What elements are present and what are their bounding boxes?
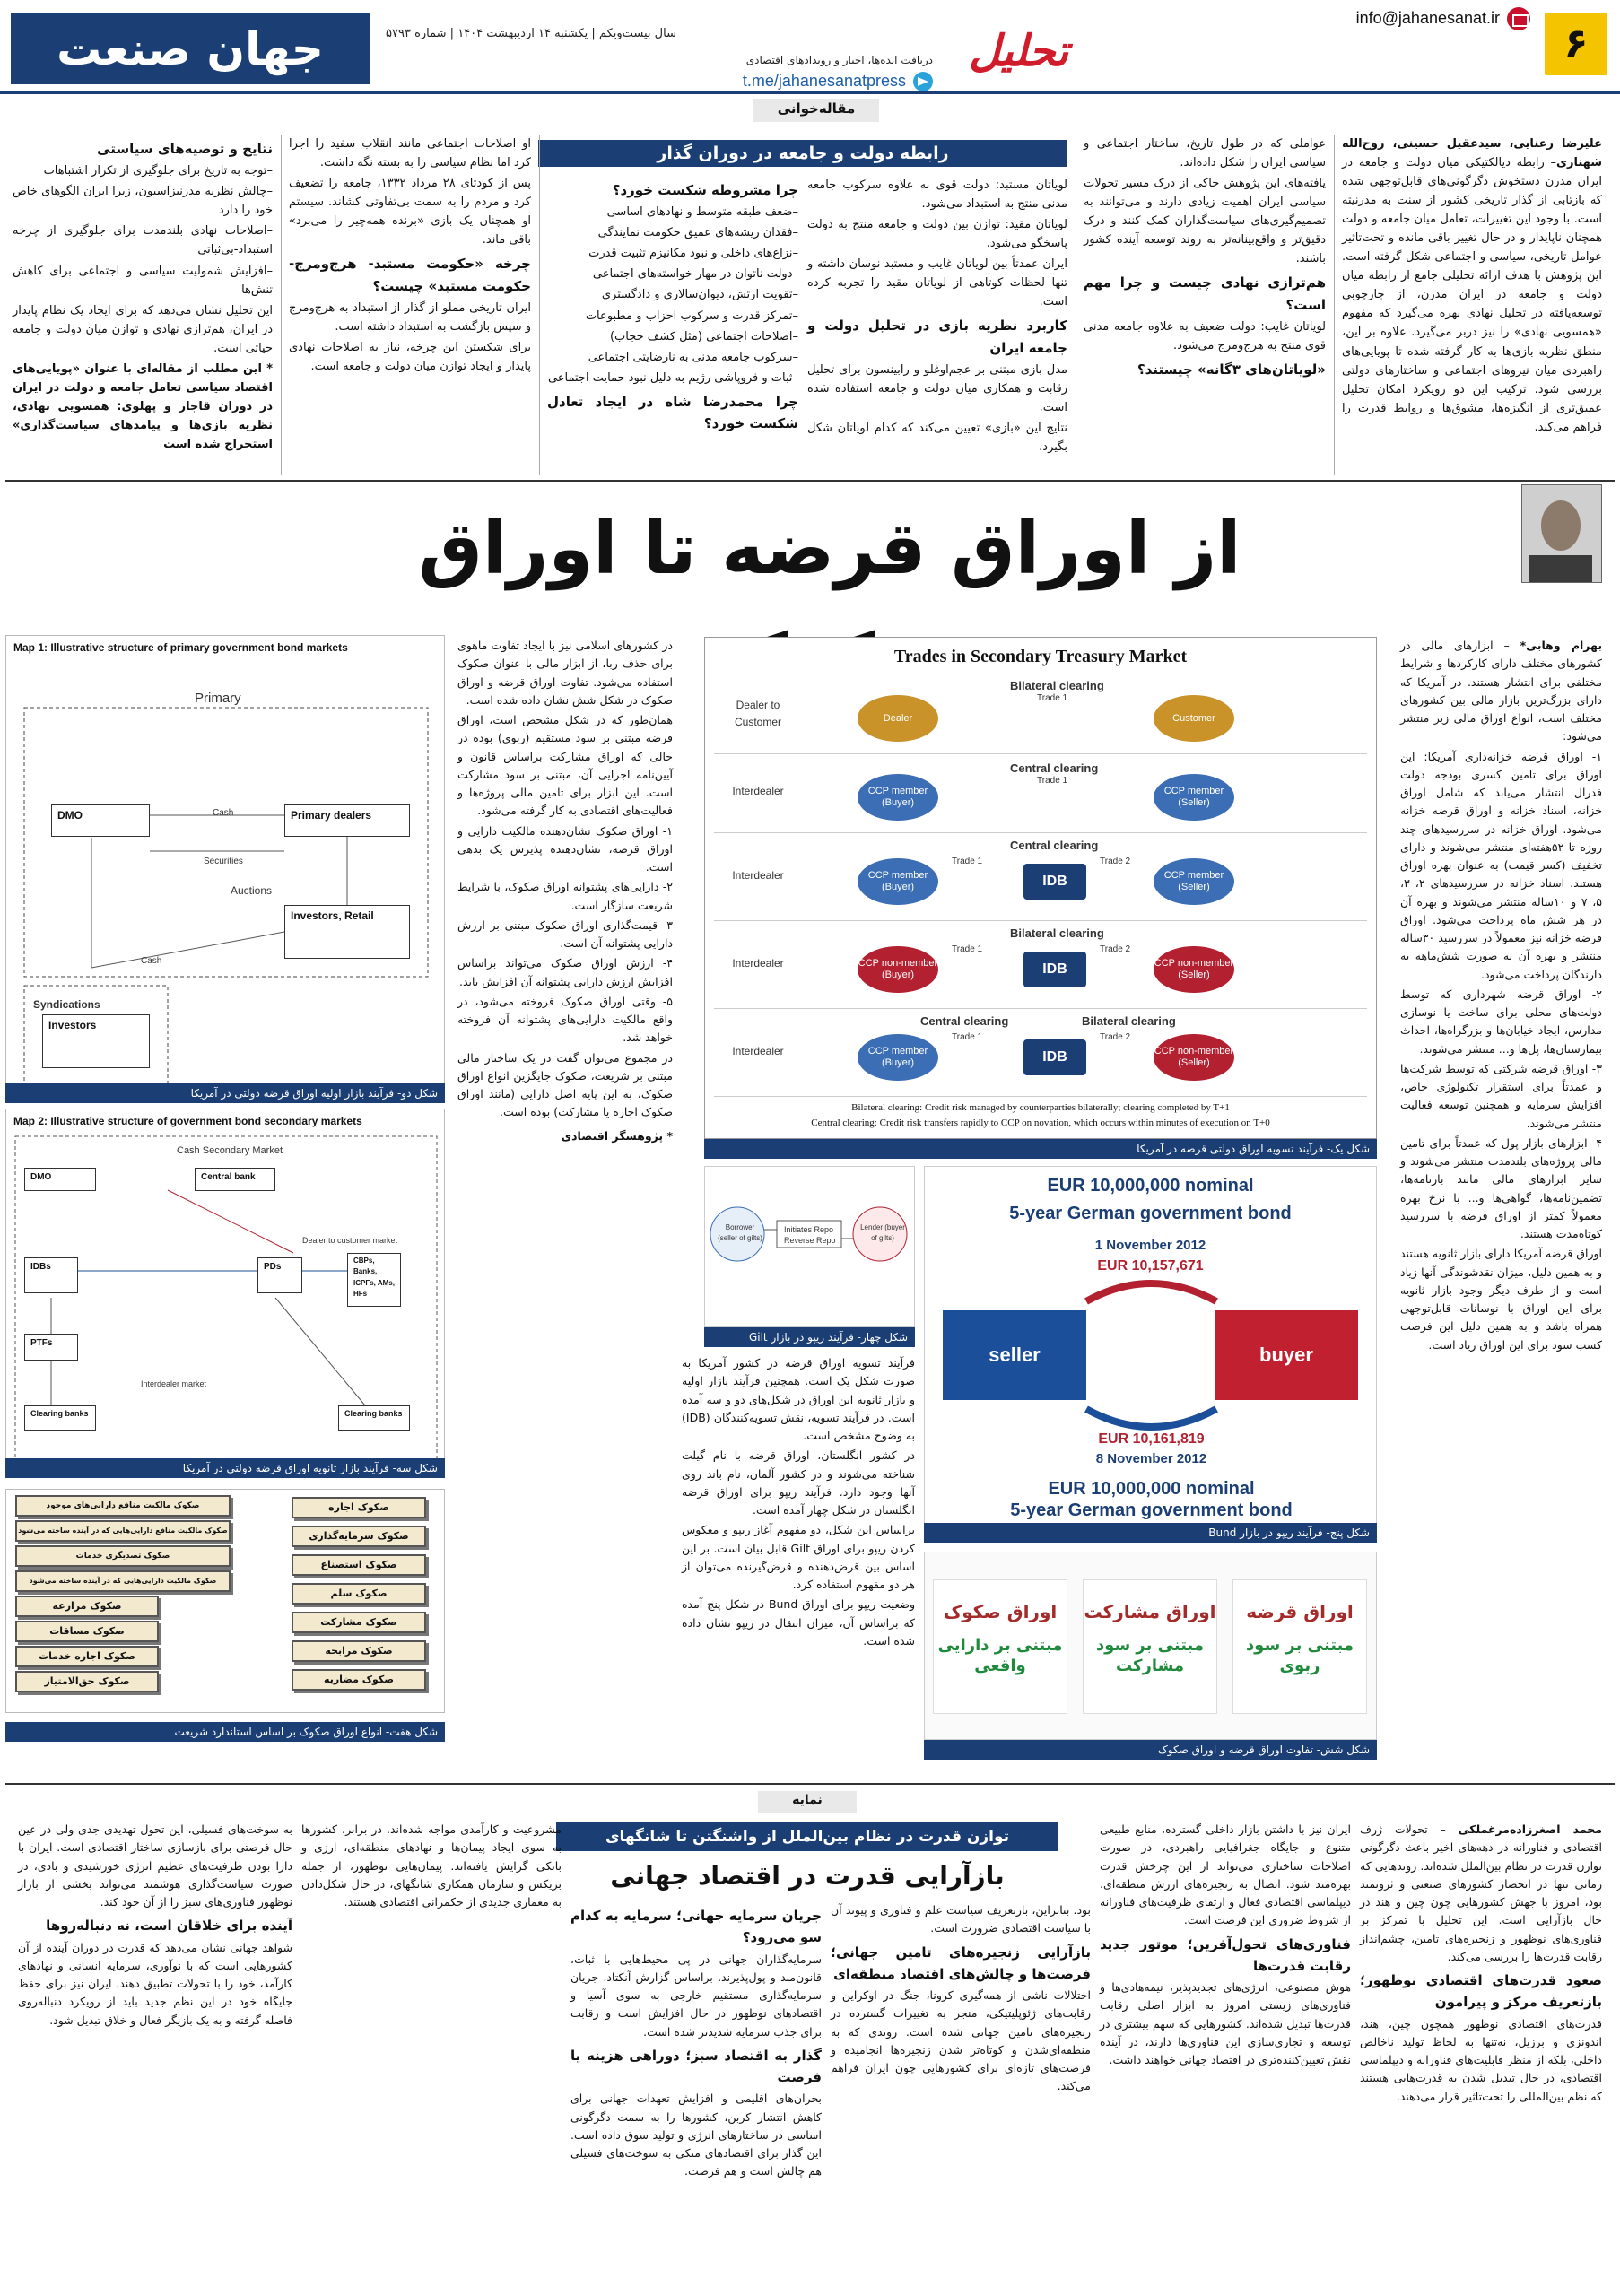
bund-line: 5-year German government bond (1010, 1500, 1293, 1520)
note-line: Central clearing: Credit risk transfers rapidly to CCP on novation, which occurs within minutes of execution on T+0 (811, 1117, 1270, 1128)
list-item: –دولت ناتوان در مهار خواسته‌های اجتماعی (592, 267, 798, 282)
buyer-box: buyer (1215, 1310, 1358, 1400)
list-item: –افزایش شمولیت سیاسی و اجتماعی برای کاهش تنش‌ها (13, 264, 273, 297)
bottom-sub1: صعود قدرت‌های اقتصادی نوظهور؛ بازتعریف مرکز و پیرامون (1360, 1972, 1602, 2011)
main-middle-p1: همان‌طور که در شکل مشخص است، اوراق قرضه مبتنی بر سود مستقیم (ربوی) بوده در حالی که اوراق مشارکت براساس قانون و آیین‌نامه اجرایی آن، مبتنی بر سود مشارکت است. این ابزار برای تامین مالی پروژه‌ها و فعالیت‌های اقتصادی به کار گرفته می‌شود. (457, 713, 673, 818)
bottom-author: محمد اصغرزاده‌مرغملکی (1458, 1822, 1602, 1836)
top-col3-p3: ایران عمدتاً بین لویاتان غایب و مستبد نوسان داشته و تنها لحظات کوتاهی از لویاتان مقید را تجربه کرده است. (807, 257, 1067, 309)
central-bank-box: Central bank (195, 1168, 275, 1191)
figure-note (714, 1100, 1367, 1131)
top-section-label: مقاله‌خوانی (753, 99, 879, 122)
top-col6-p1: این تحلیل نشان می‌دهد که برای ایجاد یک نظام پایدار در ایران، هم‌ترازی نهادی و توازن میان دولت و جامعه حیاتی است. (13, 303, 273, 355)
figure-caption: شکل سه- فرآیند بازار ثانویه اوراق قرضه دولتی در آمریکا (5, 1458, 445, 1478)
main-right-p5: اوراق قرضه آمریکا دارای بازار ثانویه هستند و به همین دلیل، میزان نقدشوندگی آنها زیاد است و از طرف دیگر وجود بازار ثانویه برای این اوراق با نوسانات قابل‌توجهی همراه باشد و به همین دلیل این فرصت کسب سود برای این اوراق زیاد است. (1400, 1247, 1602, 1352)
clearing-banks-box: Clearing banks (24, 1405, 96, 1431)
lane (714, 835, 1367, 921)
figure-caption: شکل دو- فرآیند بازار اولیه اوراق قرضه دولتی در آمریکا (5, 1083, 445, 1103)
others-box: CBPs, Banks, ICPFs, AMs, HFs (347, 1253, 401, 1307)
bottom-col-1 (1360, 1821, 1602, 2108)
header-rule (0, 91, 1620, 94)
author-signature: * پژوهشگر اقتصادی (561, 1128, 673, 1143)
bottom-col4b: بحران‌های اقلیمی و افزایش تعهدات جهانی برای کاهش انتشار کربن، کشورها را به سمت دگرگونی اساسی در ساختارهای انرژی و تولید سوق داده است. این گذار برای اقتصادهای متکی به سوخت‌های فسیلی هم چالش است و هم فرصت. (570, 2092, 822, 2179)
trade-label: Trade 1 (952, 1032, 983, 1042)
top-author: علیرضا رعنایی، سیدعقیل حسینی، روح‌الله شهنازی (1342, 137, 1602, 170)
bottom-section-label: نمایه (758, 1791, 857, 1813)
top-col3-q1: کاربرد نظریه بازی در تحلیل دولت و جامعه ایران (807, 317, 1067, 356)
masthead (0, 0, 1620, 99)
clearing-banks-box: Clearing banks (338, 1405, 410, 1431)
main-mid2-p3: وضعیت ریپو برای اوراق Bund در شکل پنج آمده که براساس آن، میزان انتقال در ریپو نشان داده شده است. (682, 1597, 915, 1648)
figure-caption: شکل یک- فرآیند تسویه اوراق دولتی قرضه در آمریکا (704, 1139, 1377, 1159)
sukuk-type: صکوک سرمایه‌گذاری (292, 1526, 426, 1547)
section-rule (5, 480, 1615, 482)
top-col3-p2: لویاتان مقید: توازن بین دولت و جامعه منتج به دولت پاسخگو می‌شود. (807, 218, 1067, 251)
flow-label: Cash (213, 808, 234, 818)
divider (281, 135, 282, 475)
lane-type: Bilateral clearing (1010, 679, 1104, 692)
figure-repo-gilt (704, 1166, 915, 1327)
idb-node: IDB (1023, 864, 1086, 900)
top-box-title: رابطه دولت و جامعه در دوران گذار (538, 140, 1067, 167)
sukuk-subtype: صکوک تصدیگری خدمات (15, 1545, 231, 1567)
figure-bund (924, 1166, 1377, 1543)
top-col3-p5: نتایج این «بازی» تعیین می‌کند که کدام لویاتان شکل بگیرد. (807, 422, 1067, 455)
dmo-box: DMO (24, 1168, 96, 1191)
main-right-p4: ۴- ابزارهای بازار پول که عمدتاً برای تامین مالی پروژه‌های بلندمدت منتشر می‌شوند و سایر ابزارهای مالی مانند بازنامه‌ها، تضمین‌نامه‌ها، گواهی‌ها و... با نرخ بهره معمولاً کمتر از اوراق قرضه با سررسید کوتاه‌مدت هستند. (1400, 1135, 1602, 1240)
ptfs-box: PTFs (24, 1334, 78, 1361)
main-author: بهرام وهابی* (1520, 639, 1603, 652)
top-col5-p3: ایران تاریخی مملو از گذار از استبداد به هرج‌ومرج و سپس بازگشت به استبداد داشته است. (289, 300, 531, 334)
sukuk-type: صکوک سلم (292, 1583, 426, 1605)
dealers-box: Primary dealers (284, 804, 410, 837)
ccp-nonmember-buyer: CCP non-member (Buyer) (858, 946, 938, 993)
sukuk-card (1083, 1579, 1217, 1714)
main-middle-p6: ۵- وقتی اوراق صکوک فروخته می‌شود، در واقع مالکیت دارایی‌های پشتوانه آن فروخته خواهد شد. (457, 994, 673, 1045)
idbs-box: IDBs (24, 1257, 78, 1293)
bund-line: EUR 10,000,000 nominal (1048, 1479, 1255, 1499)
sukuk-subtype: صکوک مزارعه (15, 1596, 159, 1617)
figure-title: Map 1: Illustrative structure of primary government bond markets (13, 641, 348, 654)
author-photo (1521, 484, 1602, 583)
main-right-p0: – ابزارهای مالی در کشورهای مختلف دارای کارکردها و شرایط مختلفی برای انتشار هستند. در آمریکا که دارای بزرگ‌ترین بازار مالی بین کشورهای مختلف است، انواع اوراق مالی زیر منتشر می‌شود: (1400, 639, 1602, 744)
primary-label: Primary (195, 691, 241, 706)
top-col2-intro: عواملی که در طول تاریخ، ساختار اجتماعی و سیاسی ایران را شکل داده‌اند. (1084, 137, 1326, 170)
sukuk-subtype: صکوک مساقات (15, 1621, 159, 1642)
investors-box: Investors (42, 1014, 150, 1068)
main-middle-p0: در کشورهای اسلامی نیز با ایجاد تفاوت ماهوی برای حذف ربا، از ابزار مالی با عنوان صکوک استفاده می‌شود. تفاوت اوراق قرضه و اوراق صکوک در شکل شش نشان داده شده است. (457, 639, 673, 707)
trade-label: Trade 1 (952, 944, 983, 954)
cash-market-label: Cash Secondary Market (177, 1145, 283, 1156)
lane (714, 756, 1367, 833)
bottom-col2-text: ایران نیز با داشتن بازار داخلی گسترده، منابع طبیعی متنوع و جایگاه جغرافیایی راهبردی، در صورت اصلاحات ساختاری می‌تواند از این چرخش قدرت بهره‌مند شود. اتصال به زنجیره‌های ارزش منطقه‌ای، دیپلماسی اقتصادی فعال و ارتقای ظرفیت‌های فناورانه از شروط ضروری این فرصت است. (1100, 1822, 1351, 1927)
bottom-col4-text: سرمایه‌گذاران جهانی در پی محیط‌هایی با ثبات، قانون‌مند و پول‌پذیرند. براساس گزارش آنکتاد، جریان سرمایه‌گذاری مستقیم خارجی به سوی آسیا و اقتصادهای نوظهور در حال افزایش است و رقابت برای جذب سرمایه شدیدتر شده است. (570, 1952, 822, 2039)
newspaper-logo (11, 13, 370, 84)
lane-type: Bilateral clearing (1010, 926, 1104, 940)
trade-label: Trade 2 (1100, 1032, 1131, 1042)
bottom-col6-text: به سوخت‌های فسیلی، این تحول تهدیدی جدی ولی در عین حال فرصتی برای بازسازی ساختار اقتصادی است. ایران با دارا بودن ظرفیت‌های عظیم انرژی خورشیدی و بادی، در صورت سیاست‌گذاری هوشمند می‌تواند بخشی از بازار نوظهور فناوری‌های سبز را از آن خود کند. (18, 1822, 292, 1909)
email-icon (1507, 7, 1530, 30)
bottom-sub5: گذار به اقتصاد سبز؛ دوراهی هزینه یا فرصت (570, 2047, 822, 2086)
d2c-label: Dealer to customer market (302, 1236, 398, 1245)
section-title: تحلیل (969, 26, 1069, 76)
figure-caption: شکل پنج- فرآیند ریپو در بازار Bund (924, 1523, 1377, 1543)
top-col-5 (289, 135, 531, 378)
idb-node: IDB (1023, 952, 1086, 987)
sukuk-subtype: صکوک مالکیت منافع دارایی‌هایی که در آینده ساخته می‌شود (15, 1520, 231, 1542)
bottom-headline: بازآرایی قدرت در اقتصاد جهانی (610, 1861, 1005, 1892)
bottom-sub2: فناوری‌های تحول‌آفرین؛ موتور جدید رقابت قدرت‌ها (1100, 1935, 1351, 1974)
section-rule (5, 1783, 1615, 1785)
bottom-sub4: جریان سرمایه جهانی؛ سرمایه به کدام سو می‌رود؟ (570, 1908, 822, 1946)
email-text[interactable]: info@jahanesanat.ir (1355, 9, 1500, 28)
top-col5-p1: او اصلاحات اجتماعی مانند انقلاب سفید را اجرا کرد اما نظام سیاسی را به بسته نگه داشت. (289, 137, 531, 170)
top-col2-q2: «لویاتان‌های ۳گانه» چیستند؟ (1137, 361, 1326, 378)
top-col2-p2: لویاتان غایب: دولت ضعیف به علاوه جامعه مدنی قوی منتج به هرج‌ومرج می‌شود. (1084, 319, 1326, 352)
sukuk-type: صکوک مرابحه (292, 1640, 426, 1662)
lane (714, 1011, 1367, 1097)
bund-date: 8 November 2012 (1095, 1451, 1207, 1466)
bottom-col-4 (570, 1901, 822, 2183)
ccp-nonmember-seller: CCP non-member (Seller) (1154, 946, 1234, 993)
figure-sukuk-comparison (924, 1552, 1377, 1740)
lane-label: Interdealer (732, 957, 784, 970)
top-col6-note: * این مطلب از مقاله‌ای با عنوان «پویایی‌های اقتصاد سیاسی تعامل جامعه و دولت در ایران در دوران قاجار و پهلوی: همسویی نهادی، نظریه بازی‌ها و پیامدهای سیاست‌گذاری» استخراج شده است (13, 361, 273, 451)
telegram-box[interactable] (664, 52, 933, 93)
top-col-3 (807, 176, 1067, 458)
bottom-col3b: اختلالات ناشی از همه‌گیری کرونا، جنگ در اوکراین و رقابت‌های ژئوپلیتیکی، منجر به تغییرات گسترده در زنجیره‌های تامین جهانی شده است. روندی که به منطقه‌ای‌شدن و کوتاه‌تر شدن زنجیره‌ها انجامیده و فرصت‌های تازه‌ای برای کشورهایی چون ایران فراهم می‌کند. (831, 1988, 1091, 2093)
top-col-2 (1084, 135, 1326, 382)
list-item: –نزاع‌های داخلی و نبود مکانیزم تثبیت قدرت (588, 247, 798, 261)
bottom-sub3: بازآرایی زنجیره‌های تامین جهانی؛ فرصت‌ها و چالش‌های اقتصاد منطقه‌ای (831, 1944, 1091, 1982)
figure-trades (704, 637, 1377, 1139)
interdealer-label: Interdealer market (141, 1379, 207, 1388)
bottom-col-2 (1100, 1821, 1351, 2071)
bottom-col1-text: – تحولات ژرف اقتصادی و فناورانه در دهه‌های اخیر باعث دگرگونی توازن قدرت در نظام بین‌الملل شده‌اند. روندهایی که زمانی تنها در انحصار کشورهای صنعتی و ثروتمند بود، امروز با جهش کشورهایی چون چین و هند در حال بازآرایی است. این تحلیل با تمرکز بر فناوری‌های نوظهور و زنجیره‌های تامین، چشم‌انداز رقابت قدرت‌ها را بررسی می‌کند. (1360, 1822, 1602, 1963)
sukuk-subtype: صکوک مالکیت منافع دارایی‌های موجود (15, 1495, 231, 1517)
top-col4-q2: چرا محمدرضا شاه در ایجاد تعادل شکست خورد؟ (547, 393, 798, 432)
divider (1334, 135, 1335, 475)
figure-secondary-market (5, 1109, 445, 1476)
lane (714, 677, 1367, 754)
bund-date: 1 November 2012 (1094, 1238, 1206, 1253)
ccp-member-buyer: CCP member (Buyer) (858, 774, 938, 821)
figure-caption: شکل هفت- انواع اوراق صکوک بر اساس استاندارد شریعت (5, 1722, 445, 1742)
sukuk-subtype: صکوک مالکیت دارایی‌هایی که در آینده ساخته می‌شود (15, 1570, 231, 1592)
telegram-link-text[interactable]: t.me/jahanesanatpress (742, 71, 906, 90)
top-col-1 (1342, 135, 1602, 439)
ccp-member-seller: CCP member (Seller) (1154, 858, 1234, 905)
ccp-member-buyer: CCP member (Buyer) (858, 1034, 938, 1081)
bottom-col6b: شواهد جهانی نشان می‌دهد که قدرت در دوران آینده از آن کشورهایی است که با نوآوری، سرمایه انسانی و نهادهای کارآمد، خود را با تحولات تطبیق دهند. ایران نیز برای حفظ جایگاه خود در این نظم جدید باید از رویکرد دنباله‌روی فاصله گرفته و به یک بازیگر فعال و خلاق تبدیل شود. (18, 1940, 292, 2027)
list-item: –تمرکز قدرت و سرکوب احزاب و مطبوعات (585, 309, 798, 323)
top-col5-p4: برای شکستن این چرخه، نیاز به اصلاحات نهادی پایدار و ایجاد توازن میان دولت و جامعه است. (289, 340, 531, 374)
reverse-label: Reverse Repo (784, 1236, 836, 1245)
sukuk-type: صکوک اجاره (292, 1497, 426, 1518)
flow-label: Securities (204, 857, 243, 866)
trade-label: Trade 2 (1100, 944, 1131, 954)
bund-amount: EUR 10,161,819 (1098, 1431, 1205, 1447)
bottom-sub6: آینده برای خلاقان است، نه دنباله‌روها (46, 1918, 292, 1935)
trade-label: Trade 1 (952, 857, 983, 866)
main-middle-p3: ۲- دارایی‌های پشتوانه اوراق صکوک، با شرایط شریعت سازگار است. (457, 880, 673, 912)
bund-line: 5-year German government bond (1009, 1204, 1292, 1223)
seller-box: seller (943, 1310, 1086, 1400)
main-headline: از اوراق قرضه تا اوراق (418, 507, 1241, 590)
ccp-member-buyer: CCP member (Buyer) (858, 858, 938, 905)
main-middle-p2: ۱- اوراق صکوک نشان‌دهنده مالکیت دارایی و اوراق قرضه، نشان‌دهنده پذیرش یک بدهی است. (457, 823, 673, 874)
figure-caption: شکل شش- تفاوت اوراق قرضه و اوراق صکوک (924, 1740, 1377, 1760)
bottom-col1b: قدرت‌های اقتصادی نوظهور همچون چین، هند، اندونزی و برزیل، نه‌تنها به لحاظ تولید ناخالص داخلی، بلکه از منظر قابلیت‌های فناورانه و دیپلماسی اقتصادی، در حال تبدیل شدن به قدرت‌هایی هستند که نظم بین‌المللی را تحت‌تاثیر قرار می‌دهند. (1360, 2016, 1602, 2103)
bottom-col-5 (301, 1821, 562, 1913)
top-col2-q1: هم‌ترازی نهادی چیست و چرا مهم است؟ (1084, 274, 1326, 313)
top-lead-text: – رابطه دیالکتیکی میان دولت و جامعه در ایران مدرن دستخوش دگرگونی‌های قابل‌توجهی شده که بازتابی از گذار تاریخی کشور از سنت به مدرنیته است. با وجود این تغییرات، تعامل میان جامعه و دولت همچنان ناپایدار و در حال تغییر باقی مانده و تحت‌تاثیر عوامل تاریخی، سیاسی و اجتماعی شکل گرفته است. این پژوهش با هدف ارائه تحلیلی جامع از رابطه میان دولت و جامعه در ایران مدرن، از چارچوبی توسعه‌یافته در تحلیل نهادی بهره می‌گیرد که مفهوم «همسویی نهادی» را نیز دربر می‌گیرد. علاوه بر این، منطق نظریه بازی‌ها به کار گرفته شده تا پویایی‌های راهبردی میان نیروهای اجتماعی و ساختارهای دولتی بررسی شود. ترکیب این دو رویکرد امکان تحلیل عمیق‌تری از انگیزه‌ها، مشوق‌ها و روابط قدرت را فراهم می‌کند. (1342, 156, 1602, 434)
top-col3-p1: لویاتان مستبد: دولت قوی به علاوه سرکوب جامعه مدنی منتج به استبداد می‌شود. (807, 178, 1067, 212)
main-mid2-p1: در کشور انگلستان، اوراق قرضه با نام گیلت شناخته می‌شوند و در کشور آلمان، نام باند روی آنها وجود دارد. فرآیند ریپو برای اوراق قرضه انگلستان در شکل چهار آمده است. (682, 1448, 915, 1517)
lender-label: Lender (buyer of gilts) (860, 1223, 905, 1243)
page-number: ۶ (1545, 13, 1607, 75)
lane-label: Interdealer (732, 785, 784, 797)
sukuk-type: صکوک استصناع (292, 1554, 426, 1576)
logo-text: جهان صنعت (57, 23, 324, 75)
telegram-icon (913, 72, 933, 91)
bottom-kicker: توازن قدرت در نظام بین‌الملل از واشنگتن تا شانگهای (556, 1822, 1058, 1851)
card-title: اوراق صکوک (943, 1601, 1058, 1622)
main-middle-p4: ۳- قیمت‌گذاری اوراق صکوک مبتنی بر ارزش دارایی پشتوانه آن است. (457, 918, 673, 950)
ccp-nonmember-seller: CCP non-member (Seller) (1154, 1034, 1234, 1081)
main-col-middle (457, 637, 673, 1147)
lane-type: Bilateral clearing (1082, 1014, 1176, 1028)
customer-node: Customer (1154, 695, 1234, 742)
list-item: –سرکوب جامعه مدنی به نارضایتی اجتماعی (588, 350, 798, 364)
top-col5-q1: چرخه «حکومت مستبد- هرج‌ومرج- حکومت مستبد» چیست؟ (289, 256, 531, 294)
figure-title: Map 2: Illustrative structure of government bond secondary markets (13, 1115, 362, 1127)
lane-label: Dealer to Customer (734, 699, 781, 728)
main-right-p3: ۳- اوراق قرضه شرکتی که توسط شرکت‌ها و عمدتاً برای استقرار تکنولوژی خاص، افزایش سرمایه و همچنین توسعه فعالیت منتشر می‌شوند. (1400, 1061, 1602, 1130)
list-item: –فقدان ریشه‌های عمیق حکومت نمایندگی (597, 226, 798, 240)
main-mid2-p2: براساس این شکل، دو مفهوم آغاز ریپو و معکوس کردن ریپو برای اوراق Gilt قابل بیان است. بر این اساس بین قرض‌دهنده و قرض‌گیرنده می‌توان از هر دو مفهوم استفاده کرد. (682, 1523, 915, 1591)
list-item: –اصلاحات اجتماعی (مثل کشف حجاب) (609, 329, 798, 344)
bottom-col5-text: مشروعیت و کارآمدی مواجه شده‌اند. در برابر، کشورها به سوی ایجاد پیمان‌ها و نهادهای منطقه‌ای، ارزی و بانکی گرایش یافته‌اند. پیمان‌هایی نوظهور، از جمله بریکس و سازمان همکاری شانگهای، در حال شکل‌دادن به معماری جدیدی از حکمرانی اقتصادی هستند. (301, 1822, 562, 1909)
sukuk-type: صکوک مضاربه (292, 1669, 426, 1691)
bottom-col2b: هوش مصنوعی، انرژی‌های تجدیدپذیر، نیمه‌هادی‌ها و فناوری‌های زیستی امروز به ابزار اصلی رقابت قدرت‌ها تبدیل شده‌اند. کشورهایی که سهم بیشتری در توسعه و تجاری‌سازی این فناوری‌ها دارند، در آینده نقش تعیین‌کننده‌تری در اقتصاد جهانی خواهند داشت. (1100, 1980, 1351, 2067)
sukuk-subtype: صکوک حق‌الامتیاز (15, 1671, 159, 1692)
lane-type: Central clearing (1010, 761, 1099, 775)
bottom-col3-text: بود. بنابراین، بازتعریف سیاست علم و فناوری و پیوند آن با سیاست اقتصادی ضرورت است. (831, 1903, 1091, 1935)
list-item: –توجه به تاریخ برای جلوگیری از تکرار اشتباهات (43, 164, 273, 178)
sukuk-subtype: صکوک اجاره خدمات (15, 1646, 159, 1667)
telegram-caption: دریافت ایده‌ها، اخبار و رویدادهای اقتصادی (745, 54, 933, 66)
initiates-label: Initiates Repo (784, 1225, 834, 1234)
bottom-headline-block (556, 1822, 1058, 1896)
investors-retail-box: Investors, Retail (284, 905, 410, 959)
email-box[interactable] (1356, 5, 1530, 32)
lane-label: Interdealer (732, 869, 784, 882)
bottom-col-3 (831, 1901, 1091, 2098)
lane (714, 923, 1367, 1009)
top-col-4 (547, 176, 798, 436)
note-line: Bilateral clearing: Credit risk managed by counterparties bilaterally; clearing completed by T+1 (851, 1101, 1230, 1113)
main-middle-p5: ۴- ارزش اوراق صکوک می‌تواند براساس افزایش ارزش دارایی پشتوانه آن افزایش یابد. (457, 956, 673, 988)
divider (539, 135, 540, 475)
syndications-label: Syndications (33, 998, 100, 1011)
ccp-member-seller: CCP member (Seller) (1154, 774, 1234, 821)
card-sub: مبتنی بر سود مشارکت (1095, 1636, 1205, 1676)
trade-label: Trade 2 (1100, 857, 1131, 866)
top-col6-title: نتایج و توصیه‌های سیاستی (97, 141, 273, 157)
figure-primary-market (5, 635, 445, 1101)
list-item: –ثبات و فروپاشی رژیم به دلیل نبود حمایت اجتماعی (547, 370, 798, 385)
trade-label: Trade 1 (1037, 693, 1068, 703)
top-col3-p4: مدل بازی مبتنی بر عجم‌اوغلو و رابینسون برای تحلیل رقابت و همکاری میان دولت و جامعه استفاده شده است. (807, 362, 1067, 415)
main-middle-p7: در مجموع می‌توان گفت در یک ساختار مالی مبتنی بر شریعت، صکوک جایگزین انواع اوراق صکوک، به این پایه اصل دارایی (مانند اوراق صکوک اجاره یا مشارکت) بوده است. (457, 1050, 673, 1119)
card-sub: مبتنی بر دارایی واقعی (937, 1636, 1063, 1676)
card-title: اوراق مشارکت (1084, 1601, 1216, 1622)
bund-amount: EUR 10,157,671 (1097, 1258, 1204, 1274)
main-right-p1: ۱- اوراق قرضه خزانه‌داری آمریکا: این اوراق برای تامین کسری بودجه دولت فدرال انتشار می‌یابد که شامل اوراق خزانه، اسناد خزانه و اوراق قرضه خزانه می‌شود. اوراق خزانه در سررسیدهای چند روزه تا ۵۲هفته‌ای منتشر می‌شوند و دارای تخفیف (کسر قیمت) به عنوان بهره اوراق هستند. اسناد خزانه در سررسیدهای ۲، ۳، ۵، ۷ و ۱۰ساله منتشر می‌شوند و بهره آن در هر شش ماه پرداخت می‌شود. اوراق قرضه خزانه نیز معمولاً در سررسید ۳۰ساله منتشر و بهره آن به صورت شش‌ماهه به دارندگان پرداخت می‌شود. (1400, 749, 1603, 981)
list-item: –اصلاحات نهادی بلندمدت برای جلوگیری از چرخه استبداد-بی‌ثباتی (13, 224, 273, 257)
main-mid2-p0: فرآیند تسویه اوراق قرضه در کشور آمریکا به صورت شکل یک است. همچنین فرآیند بازار اولیه و بازار ثانویه این اوراق در شکل‌های دو و سه آمده است. در فرآیند تسویه، نقش تسویه‌کنندگان (IDB) به وضوح مشخص است. (682, 1356, 915, 1442)
dealer-node: Dealer (858, 695, 938, 742)
trade-label: Trade 1 (1037, 776, 1068, 786)
main-col-right (1400, 637, 1602, 1356)
idb-node: IDB (1023, 1039, 1086, 1075)
list-item: –تقویت ارتش، دیوان‌سالاری و دادگستری (601, 288, 798, 302)
main-col-mid2 (682, 1354, 915, 1652)
top-col5-p2: پس از کودتای ۲۸ مرداد ۱۳۳۲، جامعه را تضعیف کرد و مردم را به سمت بی‌تفاوتی کشاند. سیستم او همچنان یک بازی «برنده همه‌چیز را می‌برد» باقی ماند. (289, 177, 532, 248)
flow-label: Cash (141, 956, 162, 966)
card-title: اوراق قرضه (1246, 1601, 1354, 1622)
sukuk-type: صکوک مشارکت (292, 1612, 426, 1633)
top-col2-p1: یافته‌های این پژوهش حاکی از درک مسیر تحولات سیاسی ایران اهمیت زیادی دارند و می‌توانند به تصمیم‌گیری‌های سیاست‌گذاران کمک کنند و درک دقیق‌تر و واقع‌بینانه‌تر به روند توسعه آینده کشور باشند. (1084, 177, 1326, 266)
card-sub: مبتنی بر سود ربوی (1245, 1636, 1354, 1676)
borrower-label: Borrower (seller of gilts) (718, 1223, 762, 1243)
bottom-col-6 (18, 1821, 292, 2031)
bund-line: EUR 10,000,000 nominal (1047, 1176, 1254, 1196)
issue-line: سال بیست‌ویکم | یکشنبه ۱۴ اردیبهشت ۱۴۰۴ | شماره ۵۷۹۳ (386, 27, 676, 40)
figure-sukuk-types (5, 1489, 445, 1713)
dmo-box: DMO (51, 804, 150, 837)
pds-box: PDs (257, 1257, 302, 1293)
figure-title: Trades in Secondary Treasury Market (893, 647, 1188, 666)
figure-caption: شکل چهار- فرآیند ریپو در بازار Gilt (704, 1327, 915, 1347)
lane-type: Central clearing (1010, 839, 1099, 852)
top-col4-q1: چرا مشروطه شکست خورد؟ (612, 182, 798, 198)
telegram-link[interactable] (664, 69, 933, 94)
sukuk-card (933, 1579, 1067, 1714)
auctions-label: Auctions (231, 884, 273, 897)
list-item: –چالش نظریه مدرنیزاسیون، زیرا ایران الگوهای خاص خود را دارد (13, 185, 273, 218)
main-right-p2: ۲- اوراق قرضه شهرداری که توسط دولت‌های محلی برای ساخت یا نوسازی مدارس، ایجاد خیابان‌ها و بزرگراه‌ها، احداث بیمارستان‌ها، پل‌ها و... منتشر می‌شوند. (1400, 987, 1602, 1056)
lane-type: Central clearing (920, 1014, 1009, 1028)
lane-label: Interdealer (732, 1045, 784, 1057)
list-item: –ضعف طبقه متوسط و نهادهای اساسی (606, 205, 798, 220)
sukuk-card (1232, 1579, 1367, 1714)
top-col-6 (13, 135, 273, 456)
